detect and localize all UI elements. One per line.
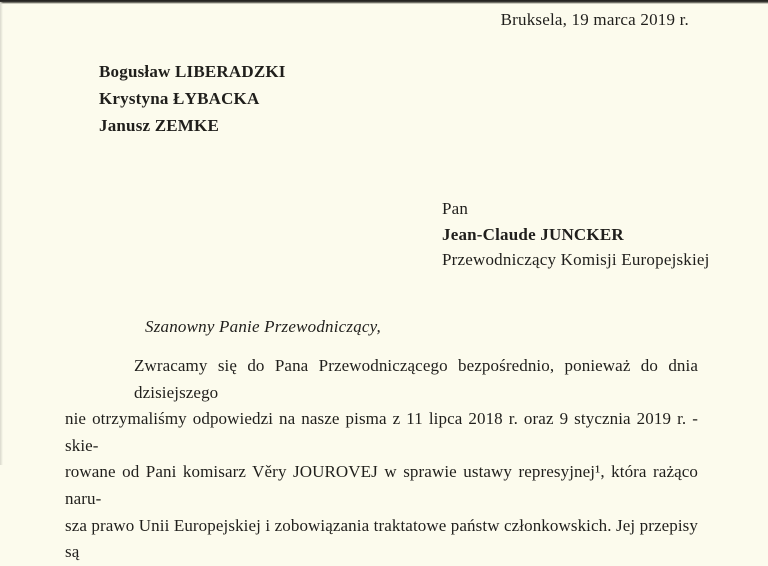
scan-left-edge bbox=[0, 2, 3, 465]
sender-name-lybacka: Krystyna ŁYBACKA bbox=[99, 89, 260, 108]
recipient-name: Jean-Claude JUNCKER bbox=[442, 224, 624, 244]
greeting-line: Szanowny Panie Przewodniczący, bbox=[145, 317, 381, 336]
body-line: Zwracamy się do Pana Przewodniczącego bezpośrednio, ponieważ do dnia dzisiejszego bbox=[134, 356, 698, 402]
body-line: nie otrzymaliśmy odpowiedzi na nasze pisma z 11 lipca 2018 r. oraz 9 stycznia 2019 r. - skie- bbox=[65, 409, 698, 455]
sender-name-liberadzki: Bogusław LIBERADZKI bbox=[99, 62, 286, 81]
recipient-title: Przewodniczący Komisji Europejskiej bbox=[442, 250, 710, 269]
recipient-prefix: Pan bbox=[442, 199, 469, 218]
body-line: sza prawo Unii Europejskiej i zobowiązania traktatowe państw członkowskich. Jej przepisy są bbox=[65, 515, 698, 562]
recipient-block bbox=[442, 196, 710, 273]
sender-name-zemke: Janusz ZEMKE bbox=[99, 116, 220, 135]
body-line: rowane od Pani komisarz Věry JOUROVEJ w sprawie ustawy represyjnej¹, która rażąco naru- bbox=[65, 462, 698, 508]
scan-top-edge bbox=[0, 0, 768, 4]
body-paragraph bbox=[65, 353, 698, 566]
sender-block bbox=[99, 58, 286, 139]
date-line: Bruksela, 19 marca 2019 r. bbox=[500, 10, 689, 29]
